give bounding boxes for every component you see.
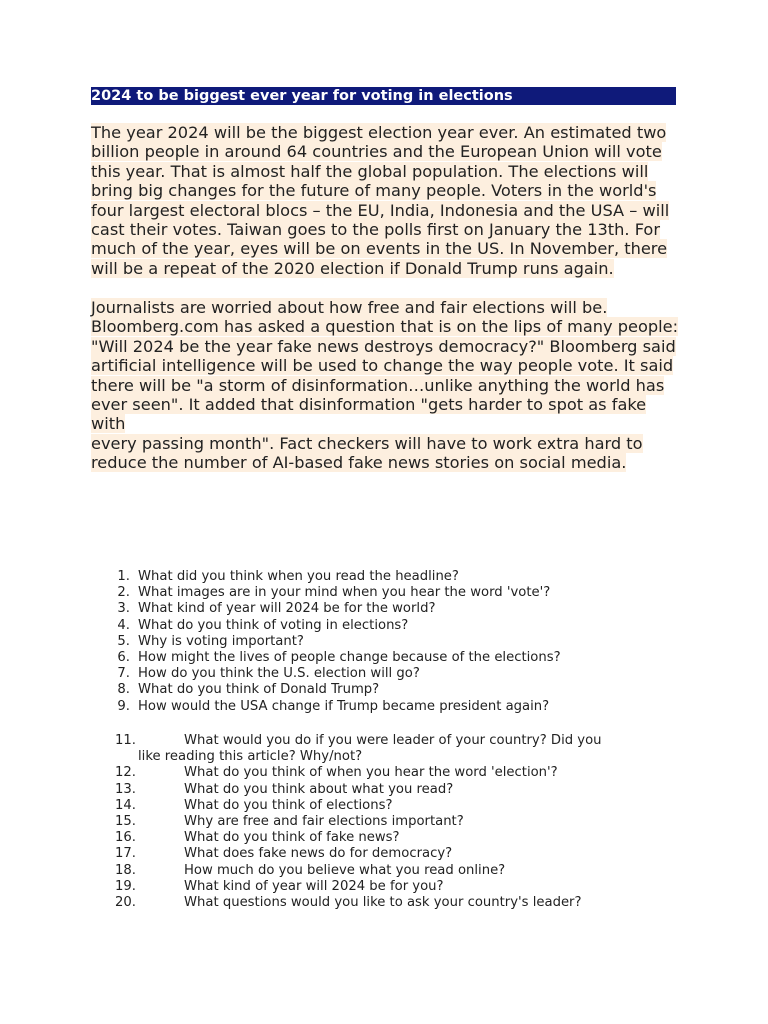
- highlighted-text: billion people in around 64 countries and the European Union will vote: [91, 142, 662, 162]
- article-headline: 2024 to be biggest ever year for voting in elections: [91, 87, 676, 105]
- highlighted-text: will be a repeat of the 2020 election if Donald Trump runs again.: [91, 258, 614, 278]
- question-item: [100, 765, 670, 781]
- question-list-2: [100, 733, 670, 911]
- highlighted-text: this year. That is almost half the global population. The elections will: [91, 161, 649, 181]
- question-text: How do you think the U.S. election will go?: [138, 666, 420, 682]
- question-number: 5.: [117, 633, 130, 649]
- question-text: Why is voting important?: [138, 633, 304, 649]
- question-number: 12.: [115, 765, 136, 781]
- question-text: What would you do if you were leader of your country? Did you: [184, 733, 602, 748]
- paragraph-line: [91, 453, 681, 472]
- question-item: [100, 830, 670, 846]
- paragraph-line: [91, 376, 681, 395]
- question-item: [100, 782, 670, 798]
- question-list-1: [100, 569, 670, 715]
- question-text-continued: like reading this article? Why/not?: [138, 749, 363, 765]
- paragraph-line: [91, 259, 681, 278]
- question-number: 9.: [117, 698, 130, 714]
- question-item: [100, 650, 670, 666]
- paragraph-line: [91, 220, 681, 239]
- question-item: [100, 634, 670, 650]
- paragraph-line: [91, 356, 681, 375]
- highlighted-text: Bloomberg.com has asked a question that is on the lips of many people:: [91, 317, 679, 337]
- question-text: What kind of year will 2024 be for the world?: [138, 601, 436, 617]
- question-number: 16.: [115, 830, 136, 846]
- paragraph-line: [91, 395, 681, 434]
- article-paragraph-2: [91, 298, 681, 473]
- question-text: How might the lives of people change because of the elections?: [138, 650, 561, 666]
- highlighted-text: four largest electoral blocs – the EU, India, Indonesia and the USA – will: [91, 200, 670, 220]
- question-text: What does fake news do for democracy?: [184, 846, 453, 862]
- question-item: [100, 895, 670, 911]
- question-item: [100, 618, 670, 634]
- question-number: 3.: [117, 601, 130, 617]
- paragraph-line: [91, 337, 681, 356]
- highlighted-text: every passing month". Fact checkers will have to work extra hard to: [91, 433, 643, 453]
- question-number: 1.: [117, 569, 130, 584]
- question-number: 2.: [117, 585, 130, 601]
- paragraph-line: [91, 181, 681, 200]
- paragraph-line: [91, 142, 681, 161]
- question-item: [100, 666, 670, 682]
- question-text: What do you think of elections?: [184, 797, 393, 813]
- question-text: Why are free and fair elections important?: [184, 814, 464, 830]
- article-paragraph-1: [91, 123, 681, 278]
- paragraph-line: [91, 123, 681, 142]
- question-number: 14.: [115, 797, 136, 813]
- question-number: 8.: [117, 682, 130, 698]
- paragraph-line: [91, 201, 681, 220]
- question-text: What kind of year will 2024 be for you?: [184, 878, 444, 894]
- paragraph-line: [91, 434, 681, 453]
- question-text: What do you think about what you read?: [184, 781, 454, 797]
- question-number: 18.: [115, 862, 136, 878]
- question-number: 19.: [115, 878, 136, 894]
- question-number: 7.: [117, 666, 130, 682]
- question-item: [100, 814, 670, 830]
- question-text: How would the USA change if Trump became president again?: [138, 698, 550, 714]
- question-number: 11.: [115, 733, 136, 748]
- question-text: What questions would you like to ask your country's leader?: [184, 895, 582, 911]
- question-item: [100, 699, 670, 715]
- highlighted-text: artificial intelligence will be used to change the way people vote. It said: [91, 356, 674, 376]
- highlighted-text: there will be "a storm of disinformation…unlike anything the world has: [91, 375, 665, 395]
- question-item: [100, 798, 670, 814]
- question-text: What images are in your mind when you hear the word 'vote'?: [138, 585, 551, 601]
- highlighted-text: "Will 2024 be the year fake news destroys democracy?" Bloomberg said: [91, 336, 676, 356]
- highlighted-text: ever seen". It added that disinformation "gets harder to spot as fake with: [91, 395, 647, 434]
- highlighted-text: cast their votes. Taiwan goes to the polls first on January the 13th. For: [91, 220, 660, 240]
- paragraph-line: [91, 317, 681, 336]
- question-number: 6.: [117, 650, 130, 666]
- question-item: [100, 682, 670, 698]
- question-text: What did you think when you read the headline?: [138, 569, 459, 584]
- question-number: 13.: [115, 781, 136, 797]
- highlighted-text: much of the year, eyes will be on events in the US. In November, there: [91, 239, 668, 259]
- question-number: 17.: [115, 846, 136, 862]
- question-item: [100, 879, 670, 895]
- highlighted-text: Journalists are worried about how free and fair elections will be.: [91, 298, 608, 317]
- question-item: [100, 863, 670, 879]
- highlighted-text: The year 2024 will be the biggest election year ever. An estimated two: [91, 123, 667, 142]
- question-number: 4.: [117, 617, 130, 633]
- question-item: [100, 601, 670, 617]
- question-text: What do you think of Donald Trump?: [138, 682, 380, 698]
- question-text: What do you think of voting in elections?: [138, 617, 409, 633]
- paragraph-line: [91, 298, 681, 317]
- paragraph-line: [91, 239, 681, 258]
- highlighted-text: reduce the number of AI-based fake news stories on social media.: [91, 453, 627, 473]
- question-text: What do you think of fake news?: [184, 830, 400, 846]
- question-item: [100, 585, 670, 601]
- question-text: How much do you believe what you read online?: [184, 862, 506, 878]
- question-number: 15.: [115, 814, 136, 830]
- paragraph-line: [91, 162, 681, 181]
- question-number: 20.: [115, 895, 136, 911]
- highlighted-text: bring big changes for the future of many people. Voters in the world's: [91, 181, 657, 201]
- question-item: [100, 733, 670, 765]
- question-item: [100, 846, 670, 862]
- question-item: [100, 569, 670, 585]
- question-text: What do you think of when you hear the word 'election'?: [184, 765, 558, 781]
